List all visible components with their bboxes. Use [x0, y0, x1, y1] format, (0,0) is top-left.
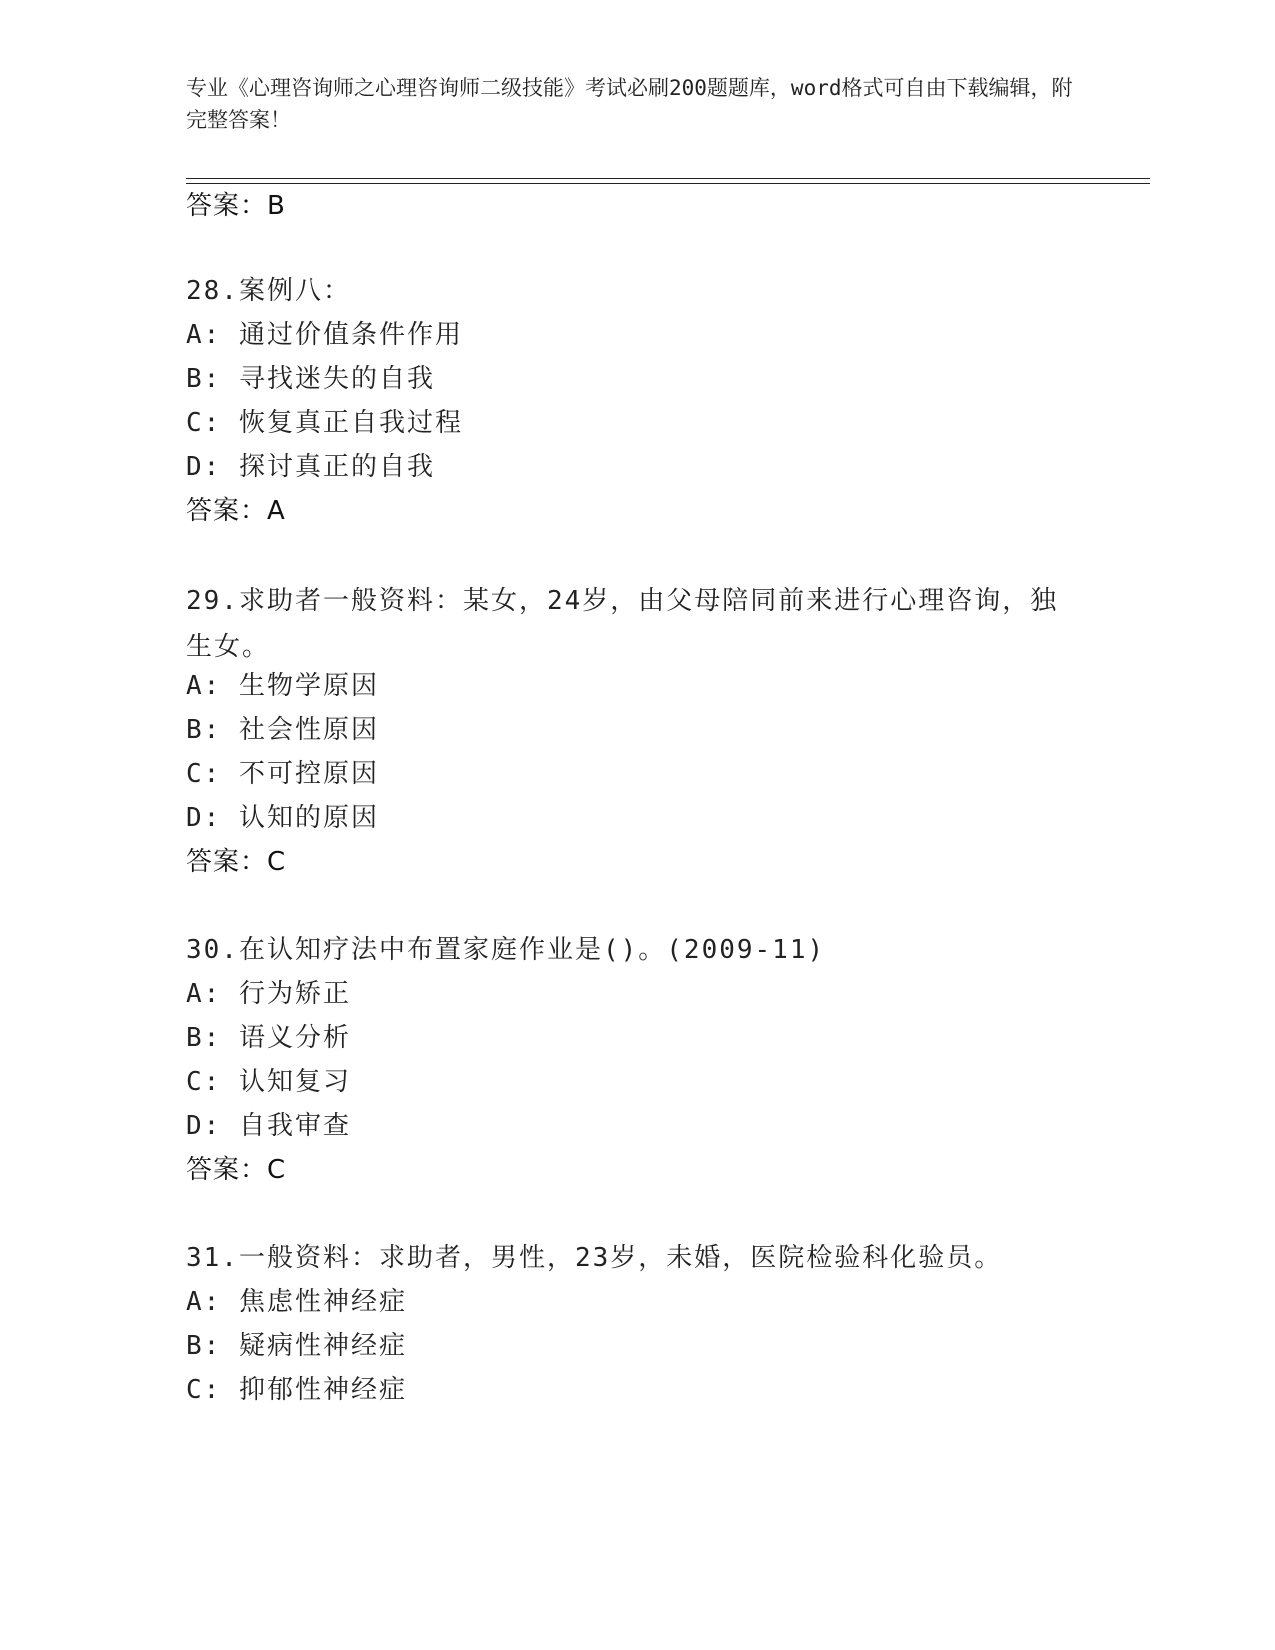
question-30-option-a: A: 行为矫正 [186, 979, 351, 1009]
question-29-option-b: B: 社会性原因 [186, 715, 379, 745]
header-rule-bottom [186, 183, 1150, 184]
question-29-option-a: A: 生物学原因 [186, 671, 379, 701]
question-30-option-c: C: 认知复习 [186, 1067, 351, 1097]
question-29-option-d: D: 认知的原因 [186, 803, 379, 833]
question-30-stem: 30.在认知疗法中布置家庭作业是()。(2009-11) [186, 935, 826, 965]
previous-answer: 答案：B [186, 191, 286, 221]
question-29-option-c: C: 不可控原因 [186, 759, 379, 789]
question-28-option-c: C: 恢复真正自我过程 [186, 408, 463, 438]
question-30-option-d: D: 自我审查 [186, 1111, 351, 1141]
question-28-option-d: D: 探讨真正的自我 [186, 452, 435, 482]
header-rule-top [186, 178, 1150, 179]
document-header: 专业《心理咨询师之心理咨询师二级技能》考试必刷200题题库，word格式可自由下载编辑，附完整答案！ [186, 76, 1073, 132]
question-31-option-c: C: 抑郁性神经症 [186, 1375, 407, 1405]
question-28-stem: 28.案例八： [186, 276, 351, 306]
question-31-option-b: B: 疑病性神经症 [186, 1331, 407, 1361]
question-30-option-b: B: 语义分析 [186, 1023, 351, 1053]
question-28-answer: 答案：A [186, 496, 286, 526]
question-31-stem: 31.一般资料：求助者，男性，23岁，未婚，医院检验科化验员。 [186, 1243, 1003, 1273]
question-30-answer: 答案：C [186, 1155, 287, 1185]
question-31-option-a: A: 焦虑性神经症 [186, 1287, 407, 1317]
question-28-option-a: A: 通过价值条件作用 [186, 320, 463, 350]
question-29-answer: 答案：C [186, 847, 287, 877]
question-29-stem: 29.求助者一般资料：某女，24岁，由父母陪同前来进行心理咨询，独生女。 [186, 586, 1059, 662]
question-28-option-b: B: 寻找迷失的自我 [186, 364, 435, 394]
